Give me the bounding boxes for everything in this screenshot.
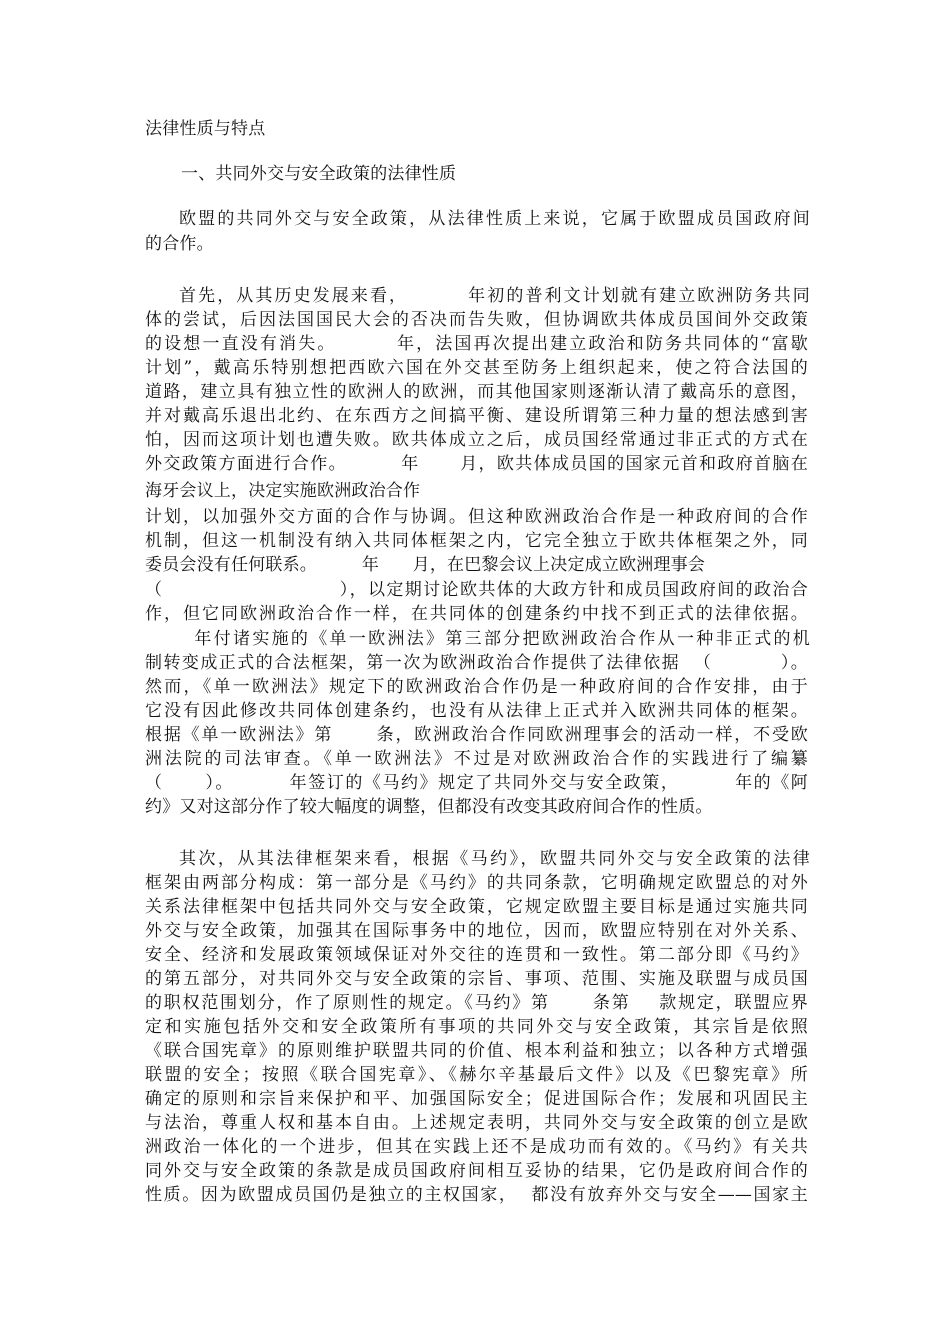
para1-line: 外交政策方面进行合作。 年 月，欧共体成员国的国家元首和政府首脑在	[145, 454, 808, 474]
para2-line: 的第五部分，对共同外交与安全政策的宗旨、事项、范围、实施及联盟与成员国	[145, 969, 808, 989]
para1-line: 根据《单一欧洲法》第 条，欧洲政治合作同欧洲理事会的活动一样，不受欧	[145, 725, 808, 745]
para1-line: （ ），以定期讨论欧共体的大政方针和成员国政府间的政治合	[145, 580, 808, 600]
para2-line: 外交与安全政策，加强其在国际事务中的地位，因而，欧盟应特别在对外关系、	[145, 921, 808, 941]
para1-line: 它没有因此修改共同体创建条约，也没有从法律上正式并入欧洲共同体的框架。	[145, 701, 808, 721]
para1-line: 约》又对这部分作了较大幅度的调整，但都没有改变其政府间合作的性质。	[145, 797, 713, 817]
para1-line: 制转变成正式的合法框架，第一次为欧洲政治合作提供了法律依据 （ ）。	[145, 653, 808, 673]
para1-line: 首先，从其历史发展来看， 年初的普利文计划就有建立欧洲防务共同	[179, 286, 810, 306]
para1-line: 的设想一直没有消失。 年，法国再次提出建立政治和防务共同体的“富歇	[145, 334, 808, 354]
para1-line: 然而，《单一欧洲法》规定下的欧洲政治合作仍是一种政府间的合作安排，由于	[145, 677, 808, 697]
para2-line: 的职权范围划分，作了原则性的规定。《马约》第 条第 款规定，联盟应界	[145, 993, 808, 1013]
para1-line: 机制，但这一机制没有纳入共同体框架之内，它完全独立于欧共体框架之外，同	[145, 531, 808, 551]
para2-line: 性质。因为欧盟成员国仍是独立的主权国家， 都没有放弃外交与安全——国家主	[145, 1185, 808, 1205]
para1-line: 年付诸实施的《单一欧洲法》第三部分把欧洲政治合作从一种非正式的机	[179, 629, 810, 649]
para2-line: 确定的原则和宗旨来保护和平、加强国际安全；促进国际合作；发展和巩固民主	[145, 1089, 808, 1109]
section-heading: 一、共同外交与安全政策的法律性质	[181, 164, 457, 184]
para1-line: 体的尝试，后因法国国民大会的否决而告失败，但协调欧共体成员国间外交政策	[145, 310, 808, 330]
para2-line: 其次，从其法律框架来看，根据《马约》，欧盟共同外交与安全政策的法律	[179, 849, 810, 869]
para1-line: 并对戴高乐退出北约、在东西方之间搞平衡、建设所谓第三种力量的想法感到害	[145, 406, 808, 426]
para2-line: 同外交与安全政策的条款是成员国政府间相互妥协的结果，它仍是政府间合作的	[145, 1161, 808, 1181]
document-title: 法律性质与特点	[145, 119, 266, 139]
para2-line: 定和实施包括外交和安全政策所有事项的共同外交与安全政策，其宗旨是依照	[145, 1017, 808, 1037]
para1-line: 怕，因而这项计划也遭失败。欧共体成立之后，成员国经常通过非正式的方式在	[145, 430, 808, 450]
intro-line: 欧盟的共同外交与安全政策，从法律性质上来说，它属于欧盟成员国政府间	[179, 209, 810, 229]
intro-line: 的合作。	[145, 234, 214, 254]
para2-line: 联盟的安全；按照《联合国宪章》、《赫尔辛基最后文件》以及《巴黎宪章》所	[145, 1065, 808, 1085]
para1-line: 海牙会议上，决定实施欧洲政治合作	[145, 481, 421, 501]
para1-line: 洲法院的司法审查。《单一欧洲法》不过是对欧洲政治合作的实践进行了编纂	[145, 749, 808, 769]
para2-line: 洲政治一体化的一个进步，但其在实践上还不是成功而有效的。《马约》有关共	[145, 1137, 808, 1157]
para1-line: 道路，建立具有独立性的欧洲人的欧洲，而其他国家则逐渐认清了戴高乐的意图，	[145, 382, 808, 402]
para2-line: 《联合国宪章》的原则维护联盟共同的价值、根本利益和独立；以各种方式增强	[145, 1041, 808, 1061]
para2-line: 安全、经济和发展政策领域保证对外交往的连贯和一致性。第二部分即《马约》	[145, 945, 808, 965]
para2-line: 与法治，尊重人权和基本自由。上述规定表明，共同外交与安全政策的创立是欧	[145, 1113, 808, 1133]
para1-line: （ ）。 年签订的《马约》规定了共同外交与安全政策， 年的《阿	[145, 773, 808, 793]
para1-line: 作，但它同欧洲政治合作一样，在共同体的创建条约中找不到正式的法律依据。	[145, 604, 808, 624]
para1-line: 计划，以加强外交方面的合作与协调。但这种欧洲政治合作是一种政府间的合作	[145, 507, 808, 527]
para2-line: 框架由两部分构成：第一部分是《马约》的共同条款，它明确规定欧盟总的对外	[145, 873, 808, 893]
para2-line: 关系法律框架中包括共同外交与安全政策，它规定欧盟主要目标是通过实施共同	[145, 897, 808, 917]
para1-line: 计划”，戴高乐特别想把西欧六国在外交甚至防务上组织起来，使之符合法国的	[145, 358, 808, 378]
para1-line: 委员会没有任何联系。 年 月，在巴黎会议上决定成立欧洲理事会	[145, 555, 706, 575]
